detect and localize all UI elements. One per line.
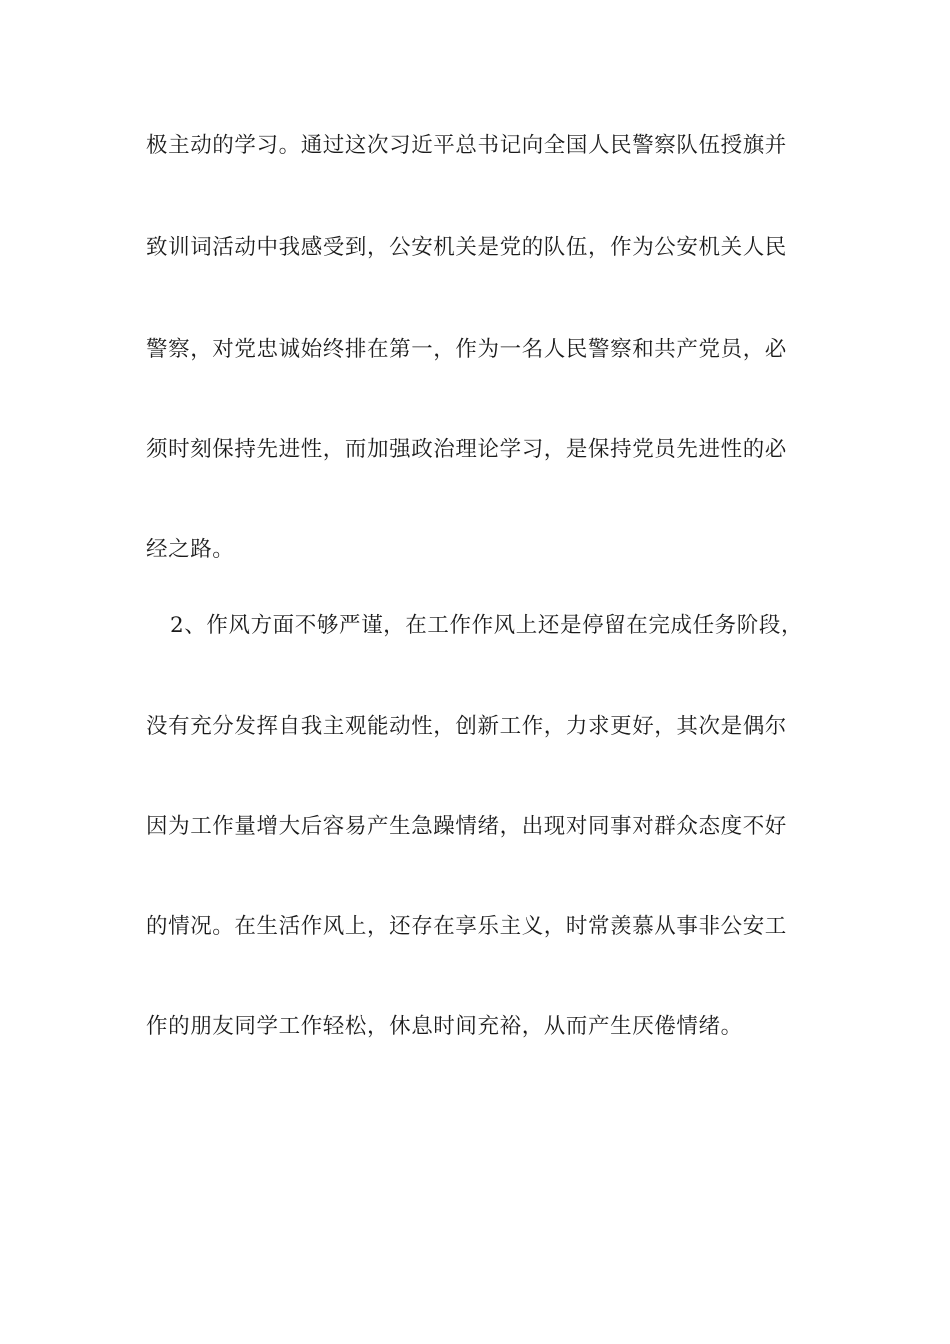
text-line: 没有充分发挥自我主观能动性，创新工作，力求更好，其次是偶尔 [146,714,787,739]
text-line: 警察，对党忠诚始终排在第一，作为一名人民警察和共产党员，必 [146,337,787,362]
text-line: 极主动的学习。通过这次习近平总书记向全国人民警察队伍授旗并 [146,133,787,158]
text-line: 经之路。 [146,537,235,562]
text-line: 作的朋友同学工作轻松，休息时间充裕，从而产生厌倦情绪。 [146,1014,743,1039]
text-line: 须时刻保持先进性，而加强政治理论学习，是保持党员先进性的必 [146,437,787,462]
text-line: 因为工作量增大后容易产生急躁情绪，出现对同事对群众态度不好 [146,814,787,839]
text-line: 致训词活动中我感受到，公安机关是党的队伍，作为公安机关人民 [146,235,787,260]
paragraph-start-line: 2、作风方面不够严谨，在工作作风上还是停留在完成任务阶段， [170,613,804,638]
text-line: 的情况。在生活作风上，还存在享乐主义，时常羡慕从事非公安工 [146,914,787,939]
